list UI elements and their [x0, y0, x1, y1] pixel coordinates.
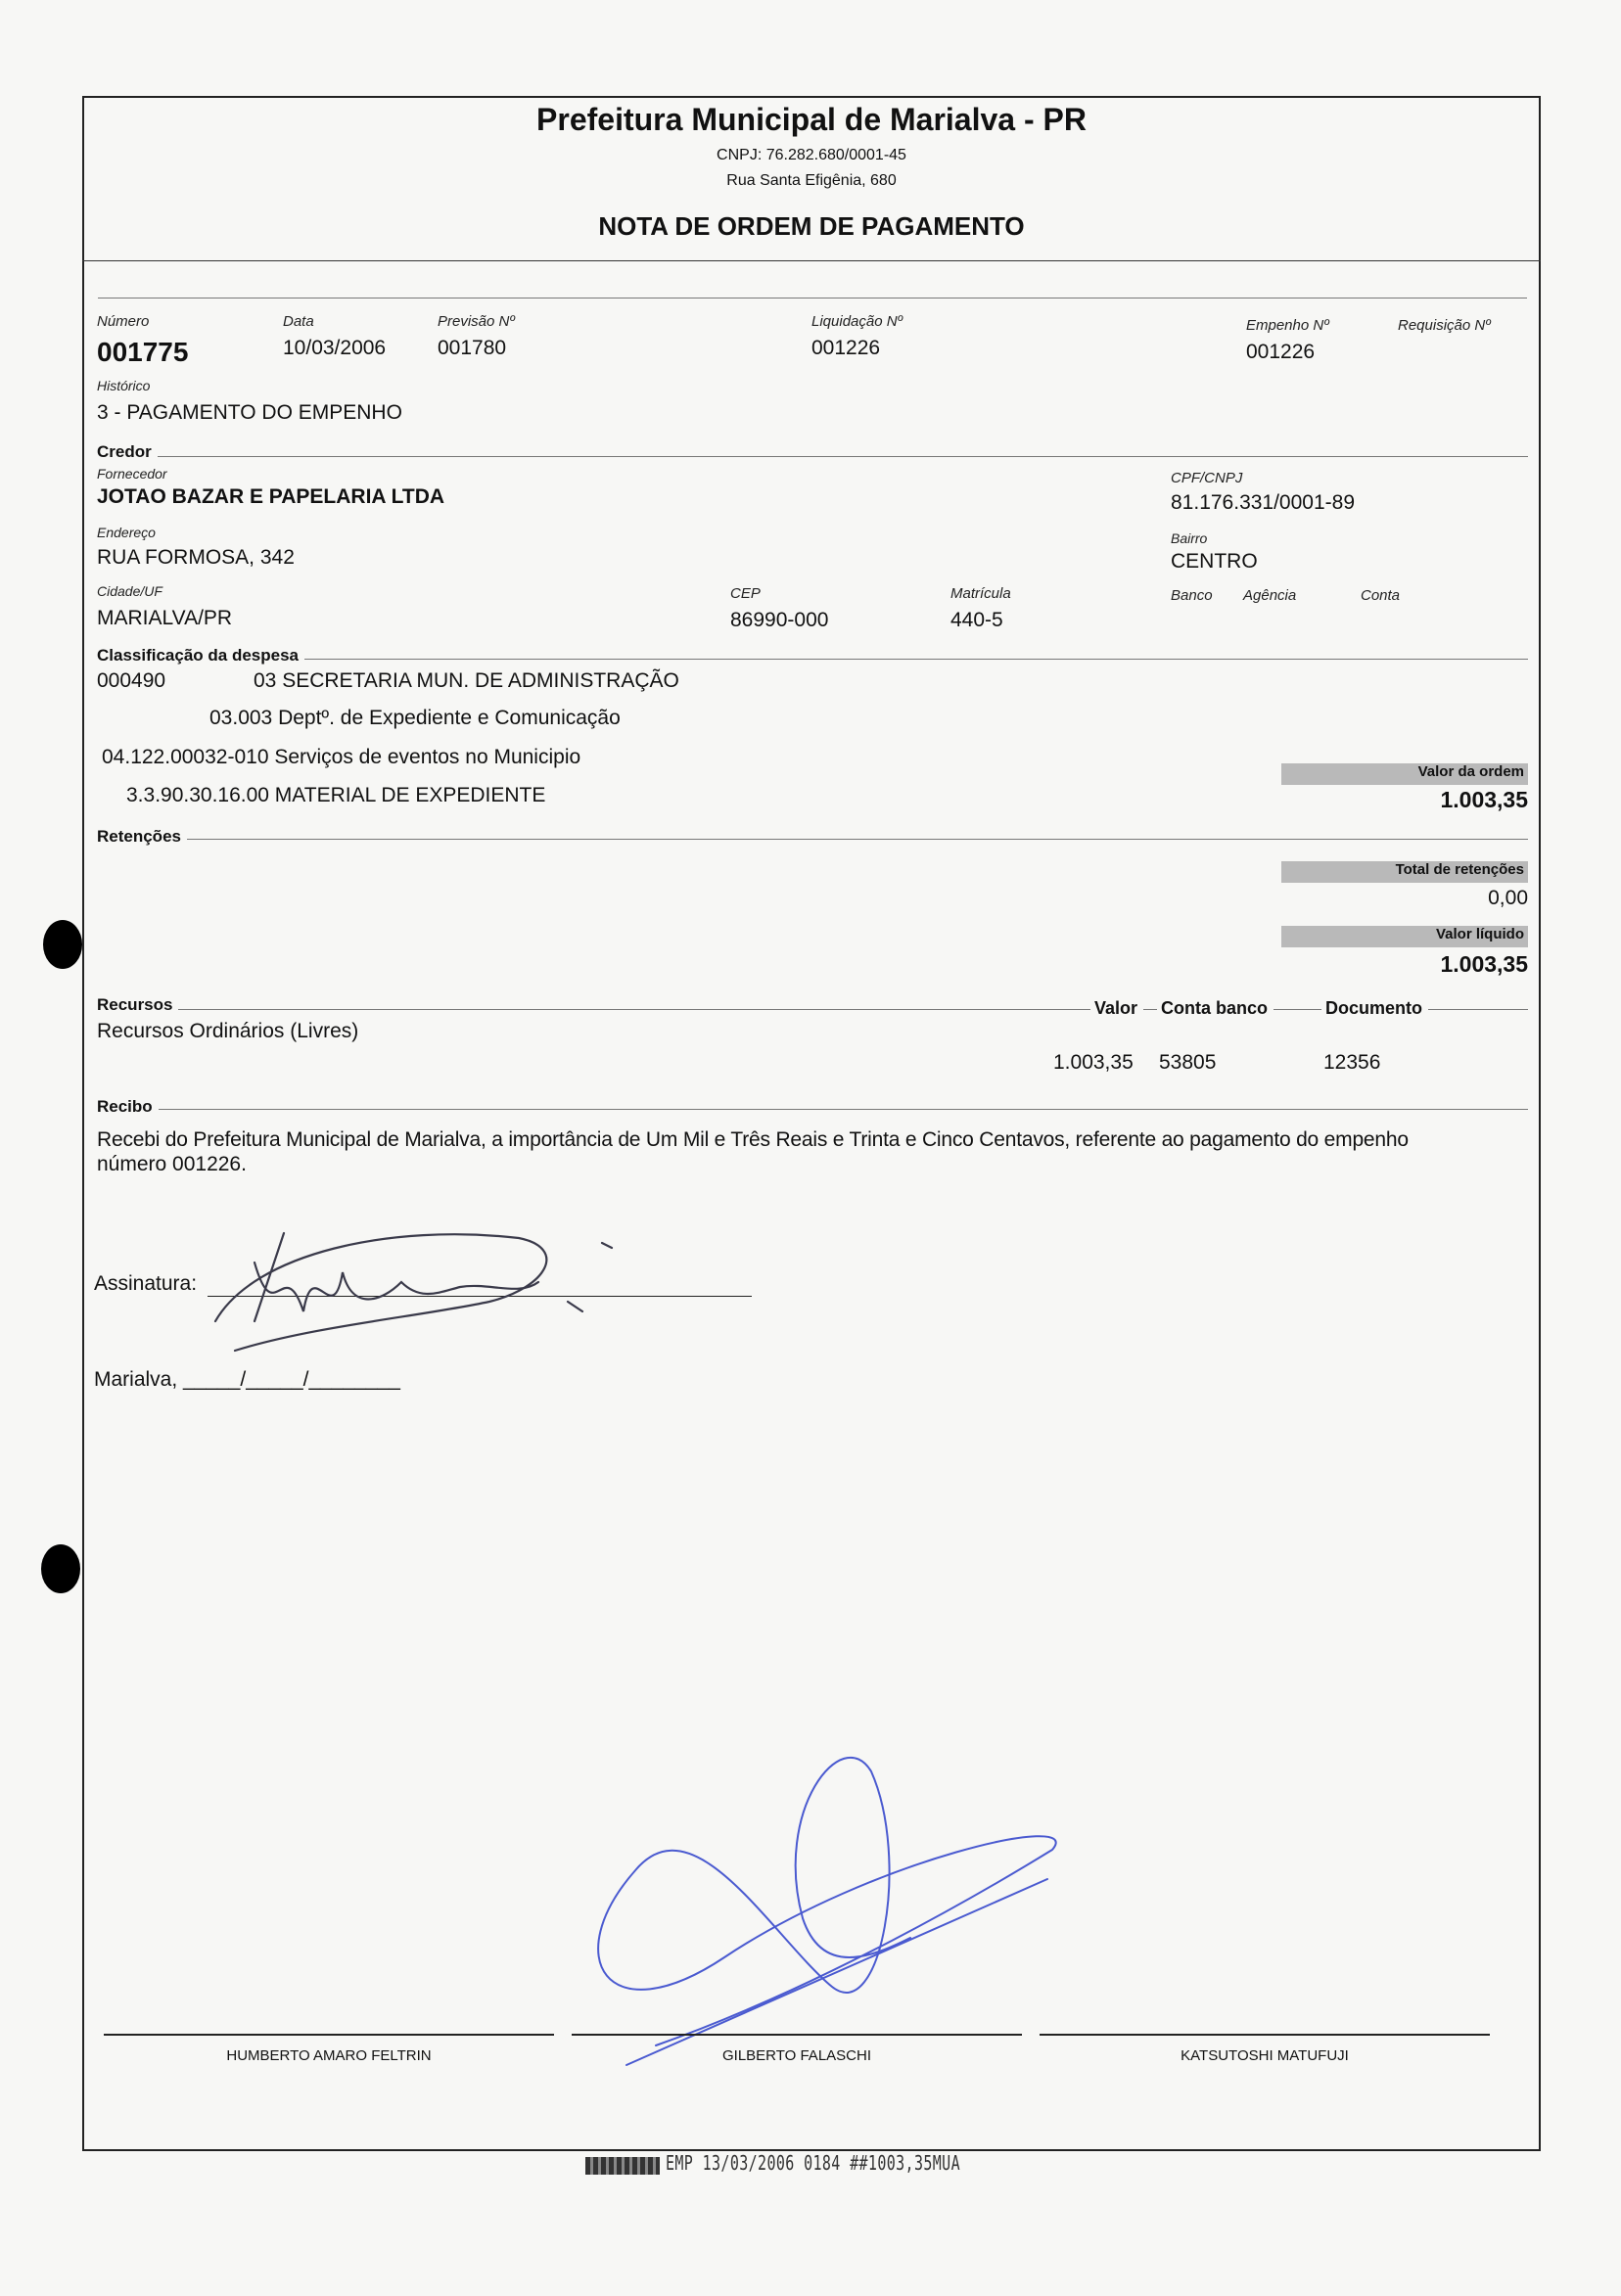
total-retencoes-value: 0,00	[1488, 887, 1528, 909]
recursos-valor-label: Valor	[1090, 998, 1143, 1019]
classificacao-section: Classificação da despesa	[97, 646, 304, 666]
historico-label: Histórico	[97, 378, 151, 393]
recibo-rule	[97, 1109, 1528, 1110]
liquidacao-label: Liquidação Nº	[811, 313, 903, 330]
address-line: Rua Santa Efigênia, 680	[726, 172, 897, 189]
document-title: NOTA DE ORDEM DE PAGAMENTO	[598, 211, 1025, 241]
recibo-section: Recibo	[97, 1097, 159, 1117]
valor-liquido-label: Valor líquido	[1281, 926, 1528, 947]
credor-section: Credor	[97, 442, 158, 462]
signature-line-2	[572, 2034, 1022, 2036]
signatory-3: KATSUTOSHI MATUFUJI	[1181, 2047, 1349, 2064]
valor-ordem-value: 1.003,35	[1440, 787, 1528, 812]
matricula-label: Matrícula	[950, 585, 1011, 602]
fornecedor-value: JOTAO BAZAR E PAPELARIA LTDA	[97, 485, 445, 508]
recursos-documento: 12356	[1323, 1051, 1381, 1074]
bairro-label: Bairro	[1171, 530, 1208, 546]
cpf-value: 81.176.331/0001-89	[1171, 491, 1356, 514]
retencoes-section: Retenções	[97, 827, 187, 847]
bank-stamp: EMP 13/03/2006 0184 ##1003,35MUA	[666, 2151, 960, 2175]
data-label: Data	[283, 313, 314, 330]
requisicao-label: Requisição Nº	[1398, 317, 1491, 334]
valor-liquido-value: 1.003,35	[1440, 951, 1528, 977]
classificacao-secretaria: 03 SECRETARIA MUN. DE ADMINISTRAÇÃO	[254, 669, 679, 692]
numero-label: Número	[97, 313, 150, 330]
recibo-text-line2: número 001226.	[97, 1153, 247, 1175]
assinatura-label: Assinatura:	[94, 1272, 198, 1295]
endereco-label: Endereço	[97, 525, 156, 540]
banco-label: Banco	[1171, 587, 1213, 604]
signatory-1: HUMBERTO AMARO FELTRIN	[226, 2047, 432, 2064]
matricula-value: 440-5	[950, 609, 1003, 631]
recibo-text-line1: Recebi do Prefeitura Municipal de Marialva, a importância de Um Mil e Três Reais e Trinta e Cinco Centavos, referente ao pagamento do empenho	[97, 1128, 1409, 1151]
signature-line-1	[104, 2034, 554, 2036]
previsao-value: 001780	[438, 337, 507, 359]
credor-rule	[97, 456, 1528, 457]
punch-hole-top	[43, 920, 82, 969]
cep-value: 86990-000	[730, 609, 829, 631]
local-data-line: Marialva, _____/_____/________	[94, 1368, 400, 1391]
classificacao-rule	[97, 659, 1528, 660]
previsao-label: Previsão Nº	[438, 313, 515, 330]
signature-line-3	[1040, 2034, 1490, 2036]
cep-label: CEP	[730, 585, 761, 602]
recursos-descricao: Recursos Ordinários (Livres)	[97, 1020, 359, 1042]
page-title: Prefeitura Municipal de Marialva - PR	[536, 102, 1087, 137]
recursos-rule	[97, 1009, 1528, 1010]
liquidacao-value: 001226	[811, 337, 881, 359]
recursos-valor: 1.003,35	[1053, 1051, 1134, 1074]
cpf-label: CPF/CNPJ	[1171, 470, 1243, 486]
cnpj-line: CNPJ: 76.282.680/0001-45	[717, 147, 906, 163]
recursos-conta-label: Conta banco	[1157, 998, 1274, 1019]
numero-value: 001775	[97, 337, 189, 367]
stamp-logo	[585, 2157, 660, 2175]
agencia-label: Agência	[1243, 587, 1297, 604]
empenho-label: Empenho Nº	[1246, 317, 1329, 334]
classificacao-code: 000490	[97, 669, 166, 692]
cidade-label: Cidade/UF	[97, 583, 162, 599]
fornecedor-label: Fornecedor	[97, 466, 167, 482]
recursos-documento-label: Documento	[1321, 998, 1428, 1019]
data-value: 10/03/2006	[283, 337, 387, 359]
cidade-value: MARIALVA/PR	[97, 607, 233, 629]
conta-label: Conta	[1361, 587, 1401, 604]
valor-ordem-label: Valor da ordem	[1281, 763, 1528, 785]
signatory-2: GILBERTO FALASCHI	[722, 2047, 871, 2064]
bairro-value: CENTRO	[1171, 550, 1258, 573]
creditor-signature	[196, 1214, 626, 1360]
header-divider	[82, 260, 1541, 261]
empenho-value: 001226	[1246, 341, 1316, 363]
recursos-conta: 53805	[1159, 1051, 1217, 1074]
total-retencoes-label: Total de retenções	[1281, 861, 1528, 883]
recursos-section: Recursos	[97, 995, 178, 1015]
endereco-value: RUA FORMOSA, 342	[97, 546, 295, 569]
classificacao-programa: 04.122.00032-010 Serviços de eventos no Municipio	[102, 746, 581, 768]
punch-hole-bottom	[41, 1544, 80, 1593]
classificacao-elemento: 3.3.90.30.16.00 MATERIAL DE EXPEDIENTE	[126, 784, 546, 806]
classificacao-departamento: 03.003 Deptº. de Expediente e Comunicação	[209, 707, 621, 729]
retencoes-rule	[97, 839, 1528, 840]
historico-value: 3 - PAGAMENTO DO EMPENHO	[97, 401, 402, 424]
